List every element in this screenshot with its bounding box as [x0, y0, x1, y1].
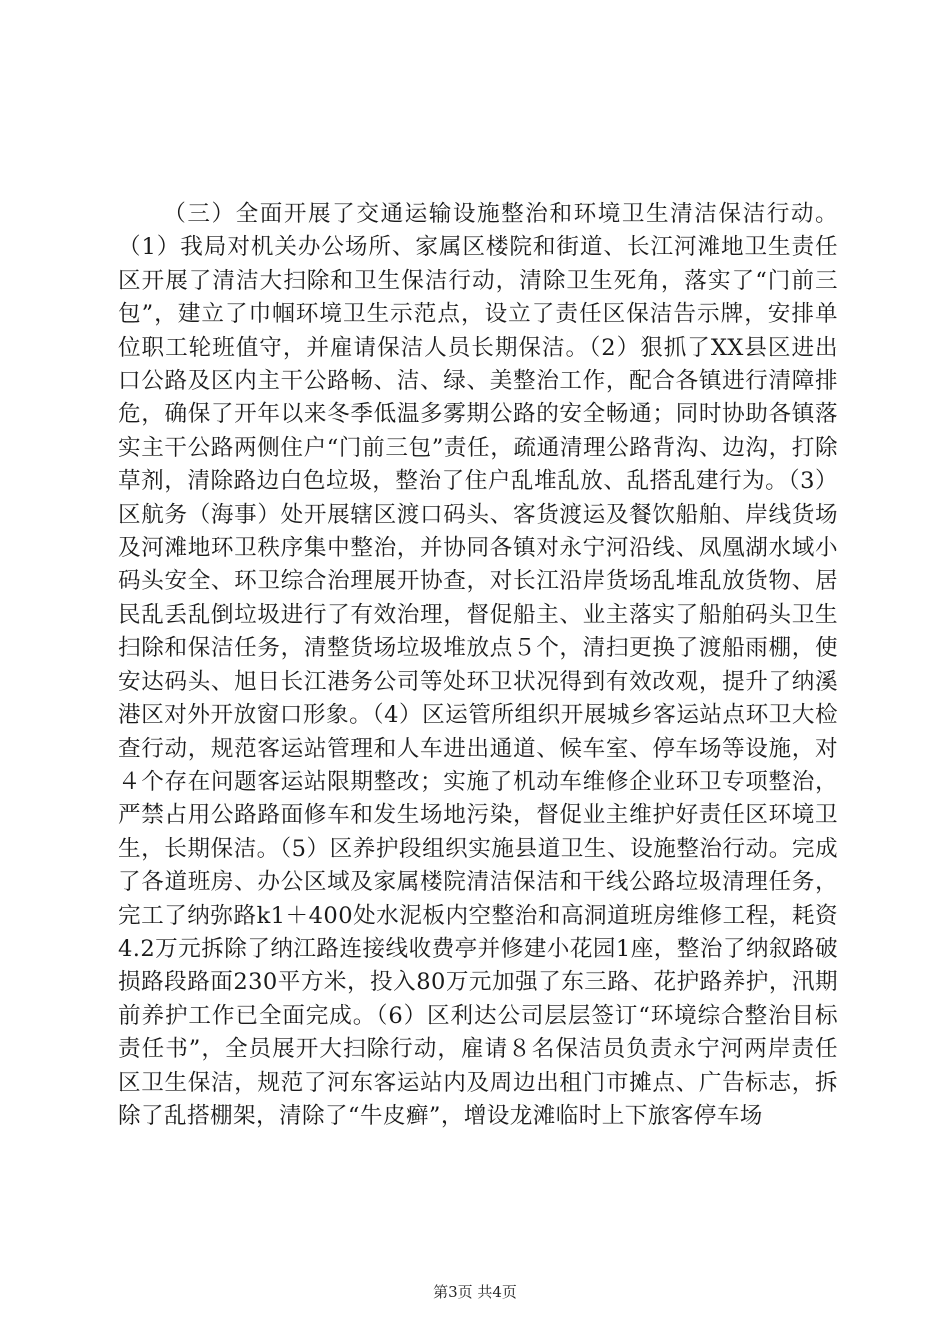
body-paragraph: （三）全面开展了交通运输设施整治和环境卫生清洁保洁行动。（1）我局对机关办公场所、家属区楼院和街道、长江河滩地卫生责任区开展了清洁大扫除和卫生保洁行动，清除卫生死角，落实了“门前三包”，建立了巾帼环境卫生示范点，设立了责任区保洁告示牌，安排单位职工轮班值守，并雇请保洁人员长期保洁。（2）狠抓了XX县区进出口公路及区内主干公路畅、洁、绿、美整治工作，配合各镇进行清障排危，确保了开年以来冬季低温多雾期公路的安全畅通；同时协助各镇落实主干公路两侧住户“门前三包”责任，疏通清理公路背沟、边沟，打除草剂，清除路边白色垃圾，整治了住户乱堆乱放、乱搭乱建行为。（3）区航务（海事）处开展辖区渡口码头、客货渡运及餐饮船舶、岸线货场及河滩地环卫秩序集中整治，并协同各镇对永宁河沿线、凤凰湖水域小码头安全、环卫综合治理展开协查，对长江沿岸货场乱堆乱放货物、居民乱丢乱倒垃圾进行了有效治理，督促船主、业主落实了船舶码头卫生扫除和保洁任务，清整货场垃圾堆放点５个，清扫更换了渡船雨棚，使安达码头、旭日长江港务公司等处环卫状况得到有效改观，提升了纳溪港区对外开放窗口形象。（4）区运管所组织开展城乡客运站点环卫大检查行动，规范客运站管理和人车进出通道、候车室、停车场等设施，对４个存在问题客运站限期整改；实施了机动车维修企业环卫专项整治，严禁占用公路路面修车和发生场地污染，督促业主维护好责任区环境卫生，长期保洁。（5）区养护段组织实施县道卫生、设施整治行动。完成了各道班房、办公区域及家属楼院清洁保洁和干线公路垃圾清理任务，完工了纳弥路k1＋400处水泥板内空整治和高洞道班房维修工程，耗资4.2万元拆除了纳江路连接线收费亭并修建小花园1座，整治了纳叙路破损路段路面230平方米，投入80万元加强了东三路、花护路养护，汛期前养护工作已全面完成。（6）区利达公司层层签订“环境综合整治目标责任书”，全员展开大扫除行动，雇请８名保洁员负责永宁河两岸责任区卫生保洁，规范了河东客运站内及周边出租门市摊点、广告标志，拆除了乱搭棚架，清除了“牛皮癣”，增设龙滩临时上下旅客停车场 [118, 201, 838, 1129]
page-footer: 第3页 共4页 [433, 1283, 517, 1301]
